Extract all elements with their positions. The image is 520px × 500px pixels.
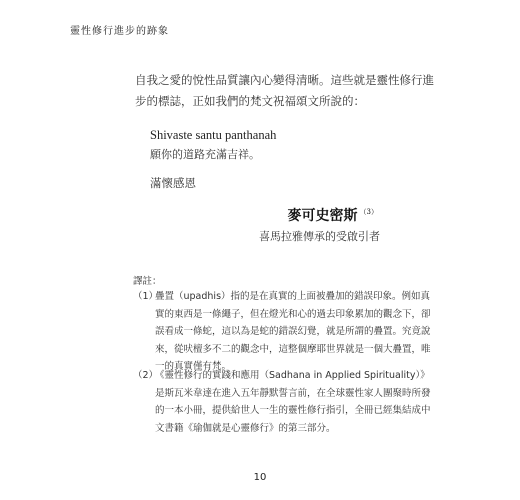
signature-name-text: 麥可史密斯 [287,208,358,224]
footnote-number: （1） [133,291,159,302]
signature-title: 喜馬拉雅傳承的受啟引者 [259,230,380,243]
notes-heading: 譯註： [133,276,162,287]
body-paragraph: 自我之愛的悅性品質讓內心變得清晰。這些就是靈性修行進步的標誌，正如我們的梵文祝福頌文所說的： [135,73,434,108]
footnote-text: 疊置（upadhis）指的是在真實的上面被疊加的錯誤印象。例如真實的東西是一條繩子，但在燈光和心的過去印象累加的觀念下，卻誤看成一條蛇，這以為是蛇的錯誤幻覺，就是所謂的疊置。究竟說來，從吠檀多不二的觀念中，這整個摩耶世界就是一個大疊置，唯一的真實僅有梵。 [155,291,431,372]
mantra-block [150,125,276,165]
footnote [133,367,433,437]
running-header: 靈性修行進步的跡象 [70,26,169,37]
signature-note-ref: （3） [359,208,378,216]
footnote [133,288,433,376]
page-number: 10 [253,472,267,483]
closing-line: 滿懷感恩 [150,176,196,190]
mantra-latin: Shivaste santu panthanah [150,128,277,142]
mantra-translation: 願你的道路充滿吉祥。 [150,148,260,161]
signature-name [288,205,378,225]
footnote-number: （2） [133,370,159,381]
footnote-text: 《靈性修行的實踐和應用（Sadhana in Applied Spirituality）》是斯瓦米韋達在進入五年靜默誓言前，在全球靈性家人團聚時所發的一本小冊，提供給世人一生的靈性修行指引，全冊已經集結成中文書籍《瑜伽就是心靈修行》的第三部分。 [155,370,431,434]
